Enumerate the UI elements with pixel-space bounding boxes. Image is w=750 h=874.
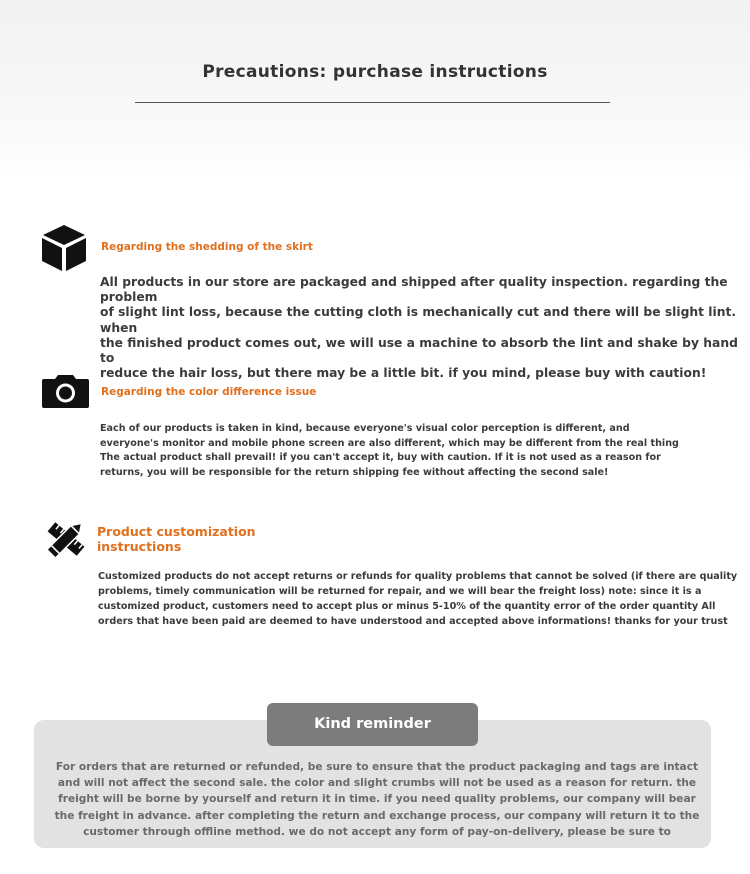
section-title-customization: Product customization instructions [97, 524, 256, 554]
title-underline [135, 102, 610, 103]
section-body-color-difference: Each of our products is taken in kind, because everyone's visual color perception is different, and everyone's monitor and mobile phone screen are also different, which may be different from the real thing The actual product shall prevail! if you can't accept it, buy with caution. If it is not used as a reason for returns, you will be responsible for the return shipping fee without affecting the second sale! [100, 423, 679, 478]
reminder-text: For orders that are returned or refunded, be sure to ensure that the product packaging and tags are intact and will not affect the second sale. the color and slight crumbs will not be used as a reason for return. the freight will be borne by yourself and return it in time. if you need quality problems, our company will bear the freight in advance. after completing the return and exchange process, our company will return it to the customer through offline method. we do not accept any form of pay-on-delivery, please be sure to [54, 761, 700, 838]
kind-reminder-label: Kind reminder [267, 703, 478, 746]
section-body-shedding: All products in our store are packaged and shipped after quality inspection. regarding the problem of slight lint loss, because the cutting cloth is mechanically cut and there will be slight lint. when the finished product comes out, we will use a machine to absorb the lint and shake by hand to reduce the hair loss, but there may be a little bit. if you mind, please buy with caution! [100, 275, 738, 381]
cube-icon [41, 224, 87, 276]
page-title: Precautions: purchase instructions [202, 62, 548, 82]
section-title-color-difference: Regarding the color difference issue [101, 386, 317, 398]
header-banner [0, 0, 750, 175]
camera-icon [41, 375, 90, 413]
pencil-ruler-icon [42, 516, 90, 566]
section-title-shedding: Regarding the shedding of the skirt [101, 241, 313, 253]
section-body-customization: Customized products do not accept returns or refunds for quality problems that cannot be solved (if there are quality problems, timely communication will be returned for repair, and we will bear the freight loss) note: since it is a customized product, customers need to accept plus or minus 5-10% of the quantity error of the order quantity All orders that have been paid are deemed to have understood and accepted above informations! thanks for your trust [98, 571, 738, 627]
